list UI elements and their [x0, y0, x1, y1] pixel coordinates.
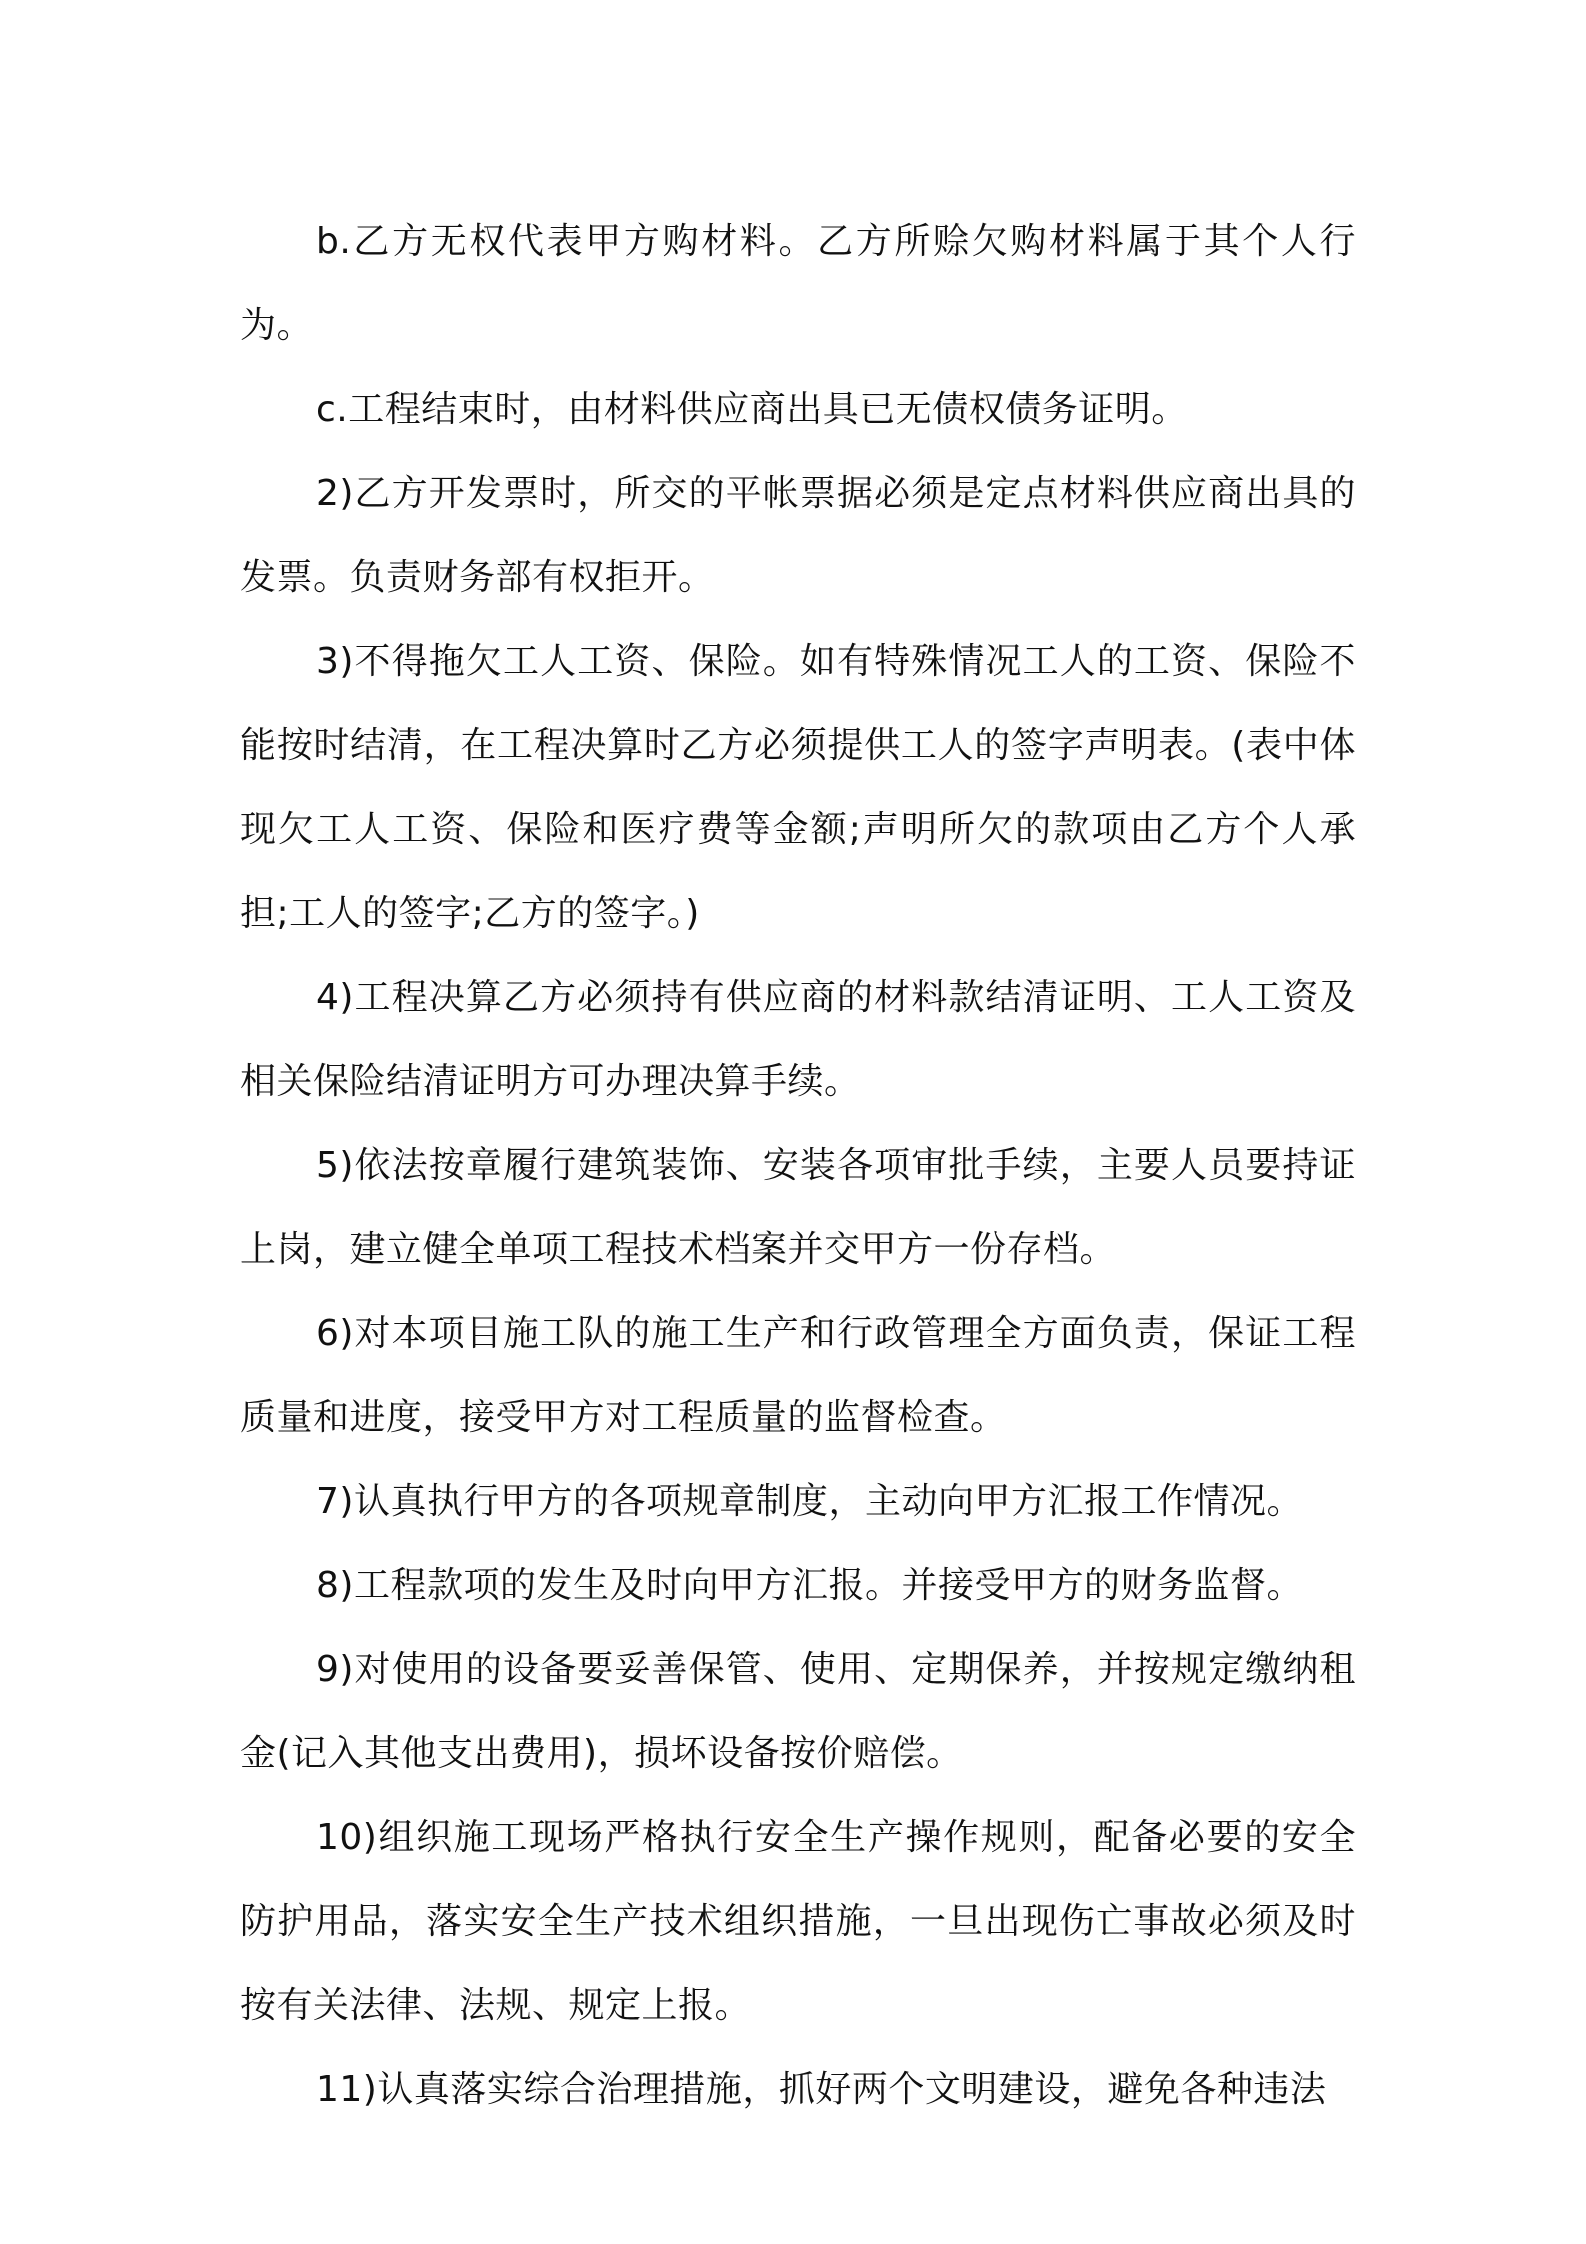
paragraph-9: 9)对使用的设备要妥善保管、使用、定期保养，并按规定缴纳租金(记入其他支出费用)，损坏设备按价赔偿。 — [240, 1649, 1356, 1774]
paragraph-11: 11)认真落实综合治理措施，抓好两个文明建设，避免各种违法 — [316, 2069, 1327, 2110]
paragraph-8: 8)工程款项的发生及时向甲方汇报。并接受甲方的财务监督。 — [316, 1565, 1303, 1606]
paragraph-7: 7)认真执行甲方的各项规章制度，主动向甲方汇报工作情况。 — [316, 1481, 1303, 1522]
paragraph-2: 2)乙方开发票时，所交的平帐票据必须是定点材料供应商出具的发票。负责财务部有权拒开。 — [240, 473, 1356, 598]
paragraph-3: 3)不得拖欠工人工资、保险。如有特殊情况工人的工资、保险不能按时结清，在工程决算时乙方必须提供工人的签字声明表。(表中体现欠工人工资、保险和医疗费等金额;声明所欠的款项由乙方个人承担;工人的签字;乙方的签字。) — [240, 641, 1356, 934]
paragraph-c: c.工程结束时，由材料供应商出具已无债权债务证明。 — [316, 389, 1188, 430]
document-body — [240, 200, 1356, 2132]
paragraph-b: b.乙方无权代表甲方购材料。乙方所赊欠购材料属于其个人行为。 — [240, 221, 1356, 346]
paragraph-5: 5)依法按章履行建筑装饰、安装各项审批手续，主要人员要持证上岗，建立健全单项工程技术档案并交甲方一份存档。 — [240, 1145, 1356, 1270]
paragraph-4: 4)工程决算乙方必须持有供应商的材料款结清证明、工人工资及相关保险结清证明方可办理决算手续。 — [240, 977, 1356, 1102]
paragraph-6: 6)对本项目施工队的施工生产和行政管理全方面负责，保证工程质量和进度，接受甲方对工程质量的监督检查。 — [240, 1313, 1356, 1438]
paragraph-10: 10)组织施工现场严格执行安全生产操作规则，配备必要的安全防护用品，落实安全生产技术组织措施，一旦出现伤亡事故必须及时按有关法律、法规、规定上报。 — [240, 1817, 1356, 2026]
